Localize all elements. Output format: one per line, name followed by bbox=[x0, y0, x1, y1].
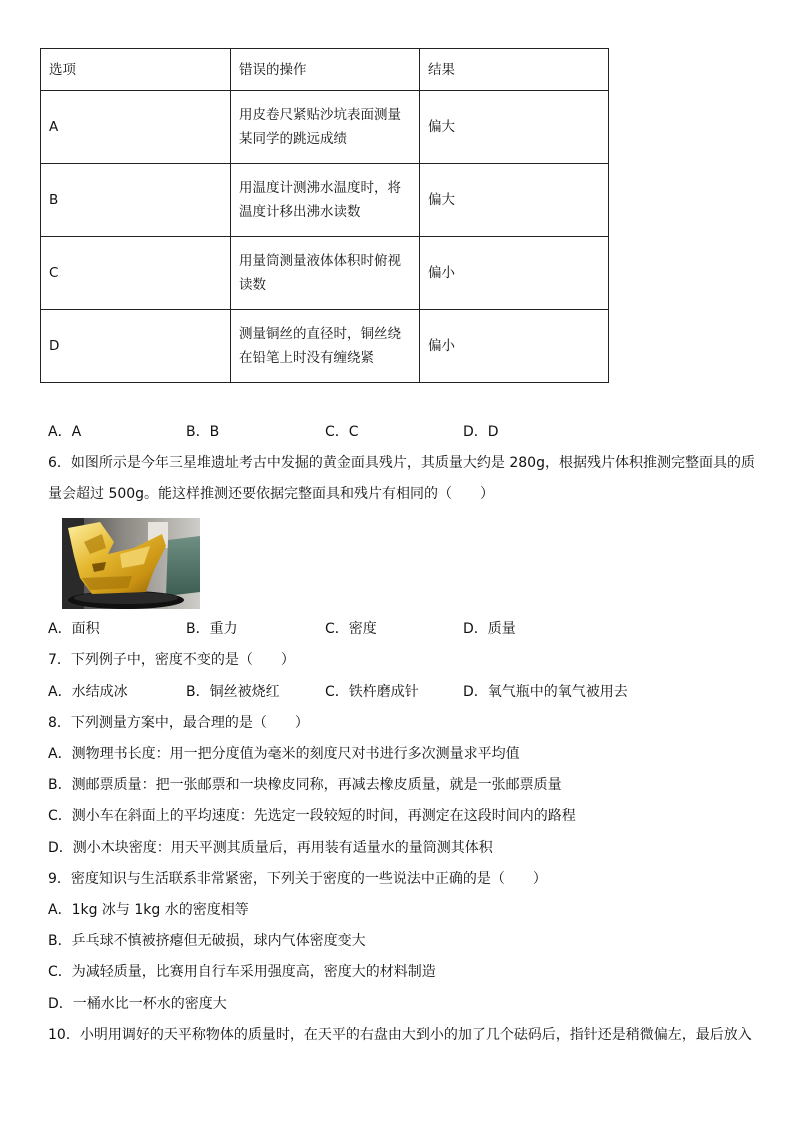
q6-option-b: B．重力 bbox=[186, 621, 238, 637]
header-cell: 错误的操作 bbox=[231, 49, 420, 91]
table-row bbox=[41, 91, 609, 164]
result-cell: 偏大 bbox=[420, 164, 609, 237]
table-row bbox=[41, 310, 609, 383]
result-cell: 偏小 bbox=[420, 310, 609, 383]
q9-option-a: A．1kg 冰与 1kg 水的密度相等 bbox=[48, 902, 249, 918]
option-cell: C bbox=[41, 237, 231, 310]
q9-option-c: C．为减轻质量，比赛用自行车采用强度高，密度大的材料制造 bbox=[48, 964, 436, 980]
q7-option-a: A．水结成冰 bbox=[48, 684, 128, 700]
result-cell: 偏小 bbox=[420, 237, 609, 310]
q9-option-d: D．一桶水比一杯水的密度大 bbox=[48, 996, 227, 1012]
operation-cell: 用量筒测量液体体积时俯视 读数 bbox=[231, 237, 420, 310]
q9-option-b: B．乒乓球不慎被挤瘪但无破损，球内气体密度变大 bbox=[48, 933, 366, 949]
option-cell: B bbox=[41, 164, 231, 237]
q6-stem-line2: 量会超过 500g。能这样推测还要依据完整面具和残片有相同的（ ） bbox=[48, 486, 495, 502]
operation-cell: 测量铜丝的直径时，铜丝绕 在铅笔上时没有缠绕紧 bbox=[231, 310, 420, 383]
q5-option-c: C．C bbox=[325, 424, 359, 440]
q6-option-a: A．面积 bbox=[48, 621, 100, 637]
q5-option-b: B．B bbox=[186, 424, 220, 440]
table-row bbox=[41, 237, 609, 310]
q6-option-d: D．质量 bbox=[463, 621, 516, 637]
table-row bbox=[41, 164, 609, 237]
q8-option-b: B．测邮票质量：把一张邮票和一块橡皮同称，再减去橡皮质量，就是一张邮票质量 bbox=[48, 777, 562, 793]
q6-stem-line1: 6．如图所示是今年三星堆遗址考古中发掘的黄金面具残片，其质量大约是 280g，根据残片体积推测完整面具的质 bbox=[48, 455, 755, 471]
q9-stem: 9．密度知识与生活联系非常紧密，下列关于密度的一些说法中正确的是（ ） bbox=[48, 871, 547, 887]
option-cell: D bbox=[41, 310, 231, 383]
q6-option-c: C．密度 bbox=[325, 621, 377, 637]
option-cell: A bbox=[41, 91, 231, 164]
q7-option-d: D．氧气瓶中的氧气被用去 bbox=[463, 684, 628, 700]
q5-option-a: A．A bbox=[48, 424, 82, 440]
error-operation-table bbox=[40, 48, 609, 383]
operation-cell: 用皮卷尺紧贴沙坑表面测量 某同学的跳远成绩 bbox=[231, 91, 420, 164]
q8-option-a: A．测物理书长度：用一把分度值为毫米的刻度尺对书进行多次测量求平均值 bbox=[48, 746, 520, 762]
header-cell: 结果 bbox=[420, 49, 609, 91]
q5-option-d: D．D bbox=[463, 424, 499, 440]
q10-stem: 10．小明用调好的天平称物体的质量时，在天平的右盘由大到小的加了几个砝码后，指针还是稍微偏左，最后放入 bbox=[48, 1027, 752, 1043]
header-cell: 选项 bbox=[41, 49, 231, 91]
q8-option-c: C．测小车在斜面上的平均速度：先选定一段较短的时间，再测定在这段时间内的路程 bbox=[48, 808, 576, 824]
table-header-row bbox=[41, 49, 609, 91]
q7-stem: 7．下列例子中，密度不变的是（ ） bbox=[48, 652, 295, 668]
q8-option-d: D．测小木块密度：用天平测其质量后，再用装有适量水的量筒测其体积 bbox=[48, 840, 493, 856]
q7-option-c: C．铁杵磨成针 bbox=[325, 684, 419, 700]
gold-mask-photo bbox=[62, 518, 200, 609]
operation-cell: 用温度计测沸水温度时，将 温度计移出沸水读数 bbox=[231, 164, 420, 237]
q8-stem: 8．下列测量方案中，最合理的是（ ） bbox=[48, 715, 309, 731]
q7-option-b: B．铜丝被烧红 bbox=[186, 684, 280, 700]
result-cell: 偏大 bbox=[420, 91, 609, 164]
